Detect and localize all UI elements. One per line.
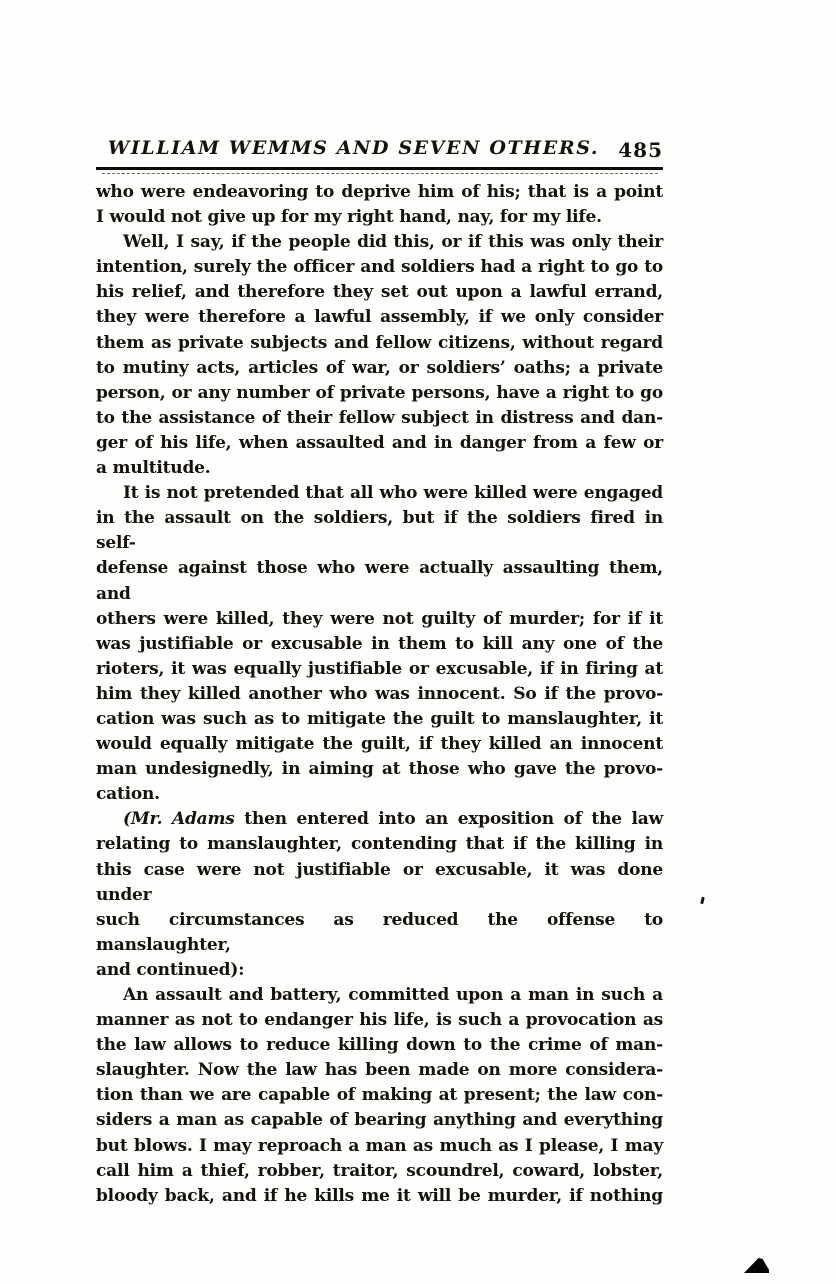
text-line: rioters, it was equally justifiable or excusable, if in firing at xyxy=(96,658,663,679)
speaker-name-italic: (Mr. Adams xyxy=(123,809,235,830)
text-line: his relief, and therefore they set out upon a lawful errand, xyxy=(96,282,663,303)
text-line: such circumstances as reduced the offense to manslaughter, xyxy=(96,909,663,955)
text-line: intention, surely the officer and soldiers had a right to go to xyxy=(96,257,663,278)
text-line: in the assault on the soldiers, but if the soldiers fired in self- xyxy=(96,508,663,554)
text-line: others were killed, they were not guilty of murder; for if it xyxy=(96,608,663,629)
text-line: cation was such as to mitigate the guilt to manslaughter, it xyxy=(96,708,663,729)
text-line: cation. xyxy=(96,784,160,805)
ink-speck xyxy=(700,897,705,905)
text-line: them as private subjects and fellow citizens, without regard xyxy=(96,332,663,353)
text-line: to mutiny acts, articles of war, or soldiers’ oaths; a private xyxy=(96,357,663,378)
page-number: 485 xyxy=(618,138,663,162)
text-line: was justifiable or excusable in them to kill any one of the xyxy=(96,633,663,654)
text-line: man undesignedly, in aiming at those who gave the provo- xyxy=(96,759,663,780)
text-line xyxy=(96,807,663,832)
text-line: him they killed another who was innocent. So if the provo- xyxy=(96,683,663,704)
text-line: this case were not justifiable or excusable, it was done under xyxy=(96,859,663,905)
header-rule-shadow xyxy=(102,173,658,174)
text-line: but blows. I may reproach a man as much as I please, I may xyxy=(96,1135,663,1156)
text-segment: then entered into an exposition of the law xyxy=(234,809,664,830)
text-line: they were therefore a lawful assembly, if we only consider xyxy=(96,307,663,328)
text-line: manner as not to endanger his life, is such a provocation as xyxy=(96,1010,663,1031)
text-line: siders a man as capable of bearing anything and everything xyxy=(96,1110,663,1131)
text-line: An assault and battery, committed upon a man in such a xyxy=(123,985,663,1005)
text-line: ger of his life, when assaulted and in danger from a few or xyxy=(96,432,663,453)
text-line: slaughter. Now the law has been made on more considera- xyxy=(96,1060,663,1081)
text-line: defense against those who were actually assaulting them, and xyxy=(96,558,663,604)
text-line: It is not pretended that all who were killed were engaged xyxy=(123,483,663,504)
text-line: the law allows to reduce killing down to the crime of man- xyxy=(96,1035,663,1056)
text-column xyxy=(96,180,663,1209)
text-line: I would not give up for my right hand, nay, for my life. xyxy=(96,207,602,228)
running-head-title: WILLIAM WEMMS AND SEVEN OTHERS. xyxy=(107,137,600,159)
text-line: and continued): xyxy=(96,959,245,980)
text-line: to the assistance of their fellow subject in distress and dan- xyxy=(96,407,663,428)
text-line: would equally mitigate the guilt, if they killed an innocent xyxy=(96,734,663,755)
header-rule xyxy=(96,167,663,170)
text-line: call him a thief, robber, traitor, scoundrel, coward, lobster, xyxy=(96,1160,663,1181)
ink-blob xyxy=(744,1258,769,1273)
text-line: person, or any number of private persons, have a right to go xyxy=(96,382,663,403)
text-line: tion than we are capable of making at present; the law con- xyxy=(96,1085,663,1106)
running-head xyxy=(96,137,663,165)
text-line: bloody back, and if he kills me it will be murder, if nothing xyxy=(96,1185,663,1206)
text-line: a multitude. xyxy=(96,458,211,479)
text-line: who were endeavoring to deprive him of his; that is a point xyxy=(96,182,663,202)
text-line: relating to manslaughter, contending that if the killing in xyxy=(96,834,663,855)
text-line: Well, I say, if the people did this, or if this was only their xyxy=(123,232,663,253)
